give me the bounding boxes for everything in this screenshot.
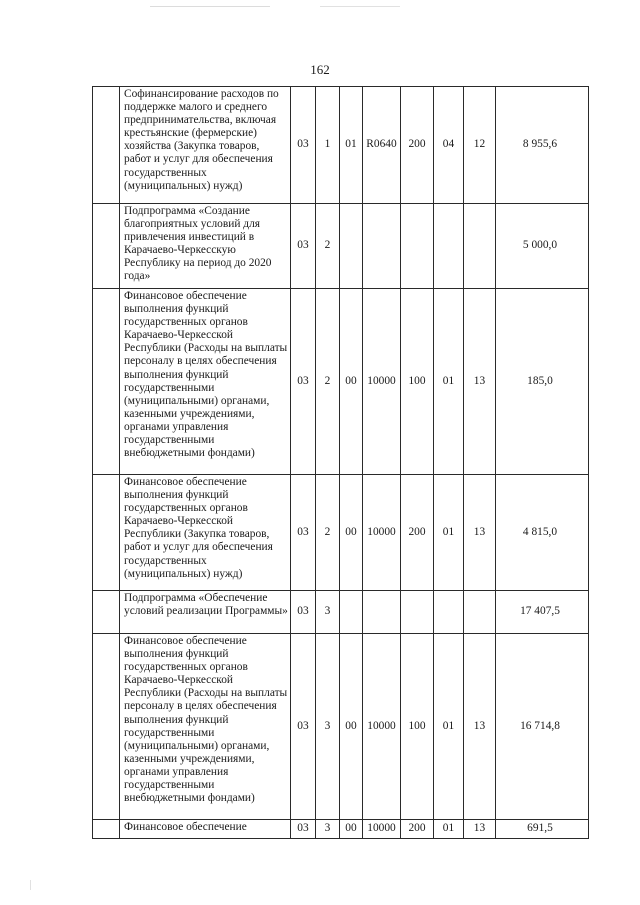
scan-artifact-top-left [150, 6, 270, 7]
direction-code-cell: R0640 [363, 87, 401, 204]
section-cell: 01 [434, 634, 464, 820]
section-cell: 01 [434, 289, 464, 475]
direction-code-cell: 10000 [363, 820, 401, 839]
amount-cell: 185,0 [496, 289, 589, 475]
description-cell: Софинансирование расходов по поддержке малого и среднего предпринимательства, включая крестьянские (фермерские) хозяйства (Закупка товаров, работ и услуг для обеспечения государственных (муниципальных) нужд) [120, 87, 291, 204]
table-row [93, 634, 589, 820]
event-code-cell: 01 [340, 87, 363, 204]
amount-cell: 17 407,5 [496, 591, 589, 634]
subsection-cell [464, 204, 496, 289]
table-row [93, 204, 589, 289]
direction-code-cell: 10000 [363, 475, 401, 591]
amount-cell: 5 000,0 [496, 204, 589, 289]
direction-code-cell [363, 204, 401, 289]
row-index-cell [93, 475, 120, 591]
expense-type-cell: 200 [401, 820, 434, 839]
description-cell: Подпрограмма «Обеспечение условий реализации Программы» [120, 591, 291, 634]
event-code-cell [340, 591, 363, 634]
event-code-cell: 00 [340, 475, 363, 591]
expense-type-cell: 200 [401, 475, 434, 591]
program-code-cell: 03 [291, 591, 316, 634]
scan-artifact-top-right [320, 6, 400, 7]
subsection-cell: 13 [464, 634, 496, 820]
table-row [93, 87, 589, 204]
row-index-cell [93, 87, 120, 204]
section-cell [434, 591, 464, 634]
program-code-cell: 03 [291, 475, 316, 591]
direction-code-cell: 10000 [363, 634, 401, 820]
program-code-cell: 03 [291, 289, 316, 475]
table-row [93, 820, 589, 839]
event-code-cell: 00 [340, 289, 363, 475]
event-code-cell [340, 204, 363, 289]
page-number: 162 [310, 62, 330, 77]
amount-cell: 8 955,6 [496, 87, 589, 204]
program-code-cell: 03 [291, 87, 316, 204]
amount-cell: 4 815,0 [496, 475, 589, 591]
expense-type-cell [401, 591, 434, 634]
event-code-cell: 00 [340, 820, 363, 839]
description-cell: Финансовое обеспечение выполнения функций государственных органов Карачаево-Черкесской Республики (Расходы на выплаты персоналу в целях обеспечения выполнения функций государственными (муниципальными) органами, казенными учреждениями, органами управления государственными внебюджетными фондами) [120, 634, 291, 820]
program-code-cell: 03 [291, 634, 316, 820]
program-code-cell: 03 [291, 820, 316, 839]
description-cell: Финансовое обеспечение [120, 820, 291, 839]
row-index-cell [93, 204, 120, 289]
program-code-cell: 03 [291, 204, 316, 289]
description-cell: Финансовое обеспечение выполнения функций государственных органов Карачаево-Черкесской Республики (Закупка товаров, работ и услуг для обеспечения государственных (муниципальных) нужд) [120, 475, 291, 591]
section-cell: 04 [434, 87, 464, 204]
scan-artifact-left-edge [30, 880, 31, 890]
direction-code-cell: 10000 [363, 289, 401, 475]
expense-type-cell: 100 [401, 634, 434, 820]
section-cell [434, 204, 464, 289]
table-row [93, 289, 589, 475]
subprogram-code-cell: 2 [316, 475, 340, 591]
subprogram-code-cell: 1 [316, 87, 340, 204]
table-row [93, 591, 589, 634]
section-cell: 01 [434, 475, 464, 591]
table-row [93, 475, 589, 591]
direction-code-cell [363, 591, 401, 634]
event-code-cell: 00 [340, 634, 363, 820]
row-index-cell [93, 820, 120, 839]
description-cell: Финансовое обеспечение выполнения функций государственных органов Карачаево-Черкесской Республики (Расходы на выплаты персоналу в целях обеспечения выполнения функций государственными (муниципальными) органами, казенными учреждениями, органами управления государственными внебюджетными фондами) [120, 289, 291, 475]
row-index-cell [93, 634, 120, 820]
section-cell: 01 [434, 820, 464, 839]
subprogram-code-cell: 3 [316, 820, 340, 839]
amount-cell: 691,5 [496, 820, 589, 839]
description-cell: Подпрограмма «Создание благоприятных условий для привлечения инвестиций в Карачаево-Черкесскую Республику на период до 2020 года» [120, 204, 291, 289]
subprogram-code-cell: 3 [316, 591, 340, 634]
expense-type-cell [401, 204, 434, 289]
expense-type-cell: 200 [401, 87, 434, 204]
subsection-cell: 13 [464, 289, 496, 475]
subprogram-code-cell: 2 [316, 289, 340, 475]
subsection-cell: 13 [464, 820, 496, 839]
subsection-cell: 13 [464, 475, 496, 591]
expense-type-cell: 100 [401, 289, 434, 475]
row-index-cell [93, 591, 120, 634]
budget-table [92, 86, 589, 839]
subsection-cell: 12 [464, 87, 496, 204]
subprogram-code-cell: 3 [316, 634, 340, 820]
subsection-cell [464, 591, 496, 634]
amount-cell: 16 714,8 [496, 634, 589, 820]
subprogram-code-cell: 2 [316, 204, 340, 289]
row-index-cell [93, 289, 120, 475]
